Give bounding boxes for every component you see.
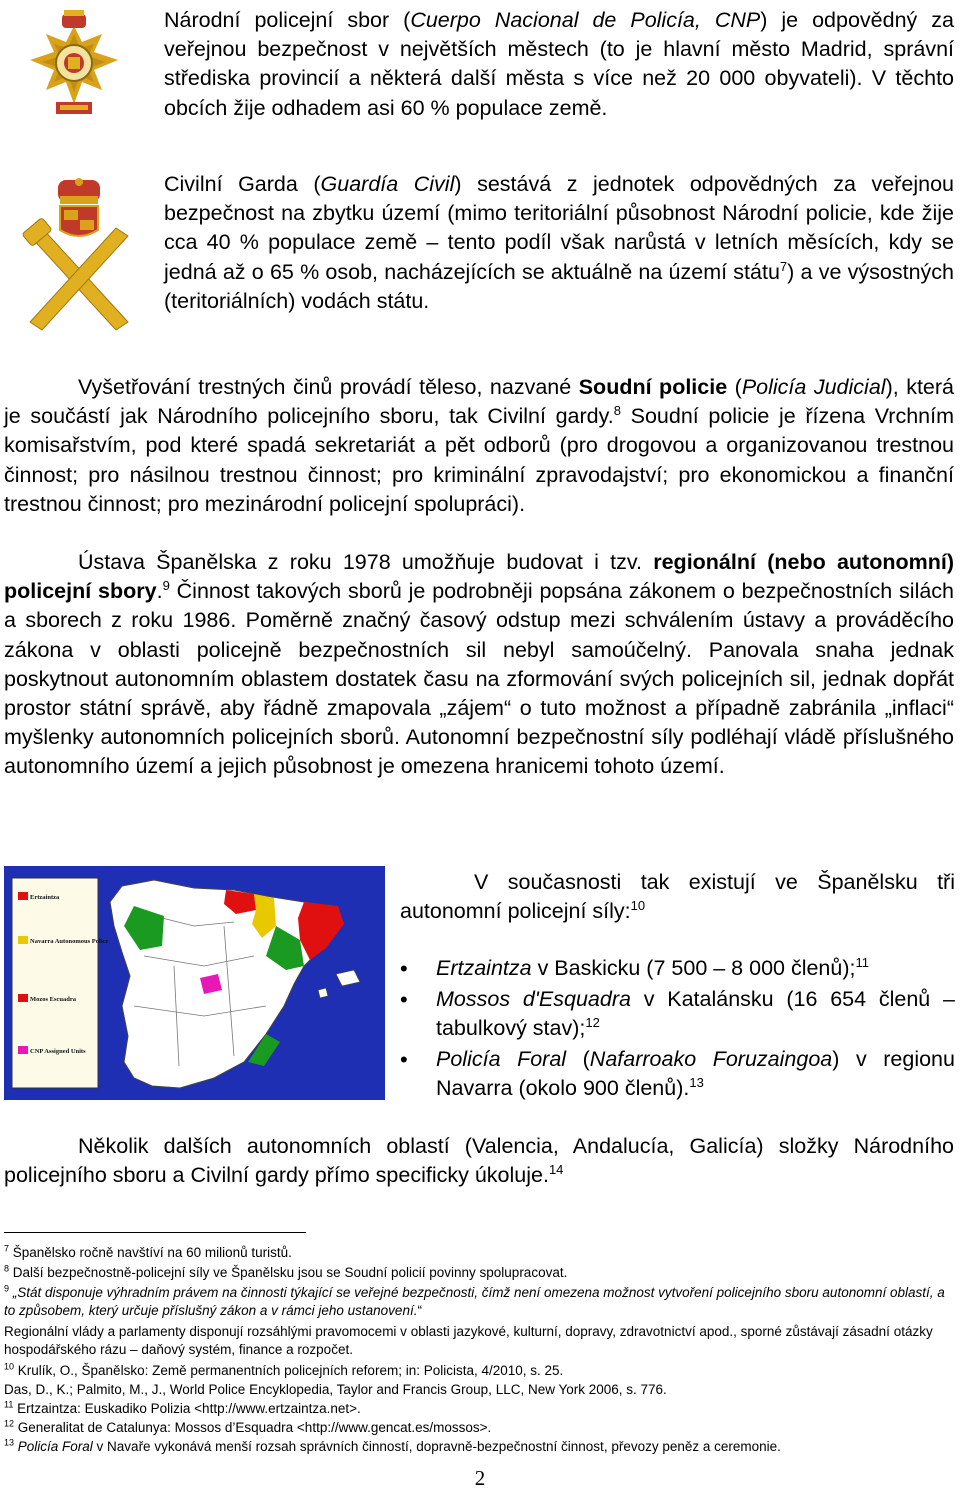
footnote-10-continued: Das, D., K.; Palmito, M., J., World Police Encyklopedia, Taylor and Francis Group, LLC, New York 2006, s. 776. <box>4 1382 667 1397</box>
paragraph-three-forces: V současnosti tak existují ve Španělsku tři autonomní policejní síly:$^{10}$ <box>400 870 955 924</box>
footnote-ref: 12 <box>585 1014 600 1030</box>
guardia-civil-emblem-icon <box>20 176 138 334</box>
legend-label: Navarra Autonomous Police <box>30 938 109 945</box>
footnote-12: $^{12}$ Generalitat de Catalunya: Mossos d’Esquadra <http://www.gencat.es/mossos>. <box>4 1418 492 1435</box>
cnp-emblem-icon <box>22 8 126 122</box>
footnote-8: $^8$ Další bezpečnostně-policejní síly ve Španělsku jsou se Soudní policií povinny spolupracovat. <box>4 1263 568 1280</box>
spain-police-map <box>4 866 385 1100</box>
paragraph-cnp: Národní policejní sbor (Cuerpo Nacional de Policía, CNP) je odpovědný za veřejnou bezpečnost v největších městech (to je hlavní město Madrid, správní střediska provincií a některá další města s více než 20 000 obyvateli). V těchto obcích žije odhadem asi 60 % populace země. <box>164 8 954 120</box>
paragraph-guardia-civil: Civilní Garda (Guardía Civil) sestává z jednotek odpovědných za veřejnou bezpečnost na zbytku území (mimo teritoriální působnost Národní policie, kde žije cca 40 % populace země – tento podíl však narůstá v letních měsících, kdy se jedná až o 65 % osob, nacházejících se aktuálně na území státu$^7$) a ve výsostných (teritoriálních) vodách státu. <box>164 172 955 313</box>
footnote-11: $^{11}$ Ertzaintza: Euskadiko Polizia <http://www.ertzaintza.net>. <box>4 1399 361 1416</box>
list-item: • Ertzaintza v Baskicku (7 500 – 8 000 členů);$^{11}$ <box>400 954 955 984</box>
footnote-ref: 10 <box>630 898 646 914</box>
footnote-13: $^{13}$ Policía Foral v Navaře vykonává menší rozsah správních činností, dopravně-bezpečnostní činnost, převozy peněz a ceremonie. <box>4 1437 781 1454</box>
footnote-ref: 14 <box>548 1162 564 1178</box>
legend-label: Mozos Escuadra <box>30 996 77 1003</box>
footnote-ref: 13 <box>689 1074 704 1090</box>
footnote-ref: 8 <box>613 403 621 419</box>
paragraph-judicial-police: Vyšetřování trestných činů provádí těleso, nazvané Soudní policie (Policía Judicial), která je součástí jak Národního policejního sboru, tak Civilní gardy.$^8$ Soudní policie je řízena Vrchním komisařstvím, pod které spadá sekretariát a pět odborů (pro drogovou a organizovanou trestnou činnost; pro násilnou trestnou činnost; pro kriminální zpravodajství; pro ekonomickou a finanční trestnou činnost; pro mezinárodní policejní spolupráci). <box>4 375 954 516</box>
page-number: 2 <box>474 1466 486 1490</box>
list-item: • Policía Foral (Nafarroako Foruzaingoa) v regionu Navarra (okolo 900 členů).$^{13}$ <box>400 1045 955 1104</box>
paragraph-other-regions: Několik dalších autonomních oblastí (Valencia, Andalucía, Galicía) složky Národního policejního sboru a Civilní gardy přímo specificky úkoluje.$^{14}$ <box>4 1134 954 1188</box>
paragraph-regional-police: Ústava Španělska z roku 1978 umožňuje budovat i tzv. regionální (nebo autonomní) policejní sbory.$^9$ Činnost takových sborů je podrobněji popsána zákonem o bezpečnostních silách a sborech z roku 1986. Poměrně značný časový odstup mezi schválením ústavy a prováděcího zákona v oblasti policejně bezpečnostních sil nebyl samoúčelný. Panovala snaha jednak poskytnout autonomním oblastem dostatek času na zformování svých policejních sil, jednak dopřát prostor státní správě, aby řádně zmapovala „zájem“ o tuto možnost a případně zabránila „inflaci“ myšlenky autonomních policejních sborů. Autonomní bezpečnostní síly podléhají vládě příslušného autonomního území a jejich působnost je omezena hranicemi tohoto území. <box>4 550 955 779</box>
force-list <box>400 954 955 1105</box>
footnote-ref: 9 <box>162 578 170 594</box>
footnote-7: $^7$ Španělsko ročně navštíví na 60 milionů turistů. <box>4 1243 292 1260</box>
footnote-ref: 11 <box>855 954 869 970</box>
list-item: • Mossos d'Esquadra v Katalánsku (16 654 členů – tabulkový stav);$^{12}$ <box>400 985 955 1044</box>
footnote-separator <box>4 1232 306 1233</box>
footnote-9-continued: Regionální vlády a parlamenty disponují rozsáhlými pravomocemi v oblasti jazykové, kulturní, dopravy, zdravotnictví apod., sporné zůstávají zásadní otázky hospodářského rázu – daňový systém, finance a rozpočet. <box>4 1324 933 1358</box>
footnote-10: $^{10}$ Krulík, O., Španělsko: Země permanentních policejních reforem; in: Policista, 4/2010, s. 25. <box>4 1361 564 1378</box>
legend-label: CNP Assigned Units <box>30 1048 86 1055</box>
footnote-ref: 7 <box>779 258 788 274</box>
legend-label: Ertzaintza <box>30 894 60 901</box>
footnote-9: $^9$ „Stát disponuje výhradním právem na činnosti týkající se veřejné bezpečnosti, čímž není omezena možnost vytvoření policejního sboru autonomní oblastí, a to způsobem, který určuje příslušný zákon a v rámci jeho ustanovení.“ <box>4 1283 945 1319</box>
